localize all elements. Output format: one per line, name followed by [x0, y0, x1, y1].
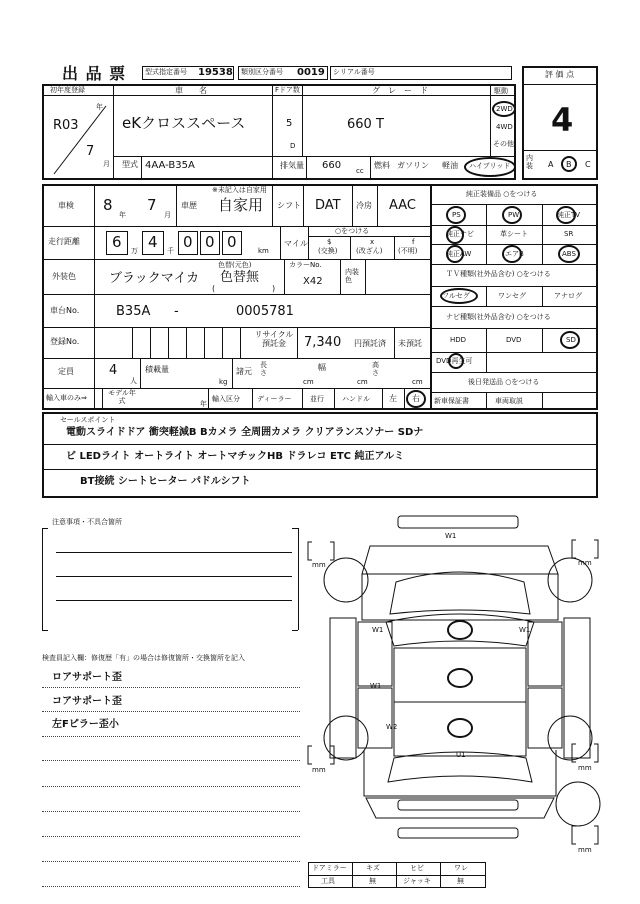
mileage-sen: 千	[167, 247, 174, 255]
teiin-nin: 人	[130, 377, 137, 385]
length-label: 長さ	[260, 361, 267, 377]
later-warranty: 新車保証書	[434, 397, 469, 405]
interior-b: B	[566, 160, 572, 169]
inspector-label: 検査員記入欄：修復歴「有」の場合は修復箇所・交換箇所を記入	[42, 654, 245, 662]
chassis-number: 0005781	[236, 304, 294, 319]
door-sub: D	[290, 142, 296, 150]
recycle-unpaid: 未預託	[398, 339, 422, 348]
shift-label: シフト	[277, 201, 301, 210]
mark-w1-hood: W1	[445, 532, 457, 540]
height-cm: cm	[412, 378, 423, 386]
shaken-label: 車検	[58, 201, 74, 210]
equip-aw: 純正AW	[446, 250, 472, 258]
import-kubun-label: 輸入区分	[212, 395, 240, 403]
interior-c: C	[585, 160, 591, 169]
month-value: 7	[86, 144, 95, 159]
mileage-km: km	[258, 247, 269, 255]
equip-aw-circle	[446, 245, 464, 263]
tv-fullseg: フルセグ	[442, 292, 470, 300]
irogae-paren-open: (	[212, 284, 216, 293]
repair-2: コアサポート歪	[52, 696, 122, 707]
model-year-label: モデル年式	[108, 389, 136, 405]
width-cm: cm	[357, 378, 368, 386]
shaken-nen: 年	[119, 211, 126, 219]
equip-ps: PS	[452, 211, 461, 219]
tv-fullseg-circle	[440, 288, 478, 304]
bottom-header-2: キズ	[366, 864, 380, 872]
mark-u1-rear: U1	[456, 751, 466, 759]
heiko-label: 並行	[310, 395, 324, 403]
jireki-value: 自家用	[218, 196, 264, 214]
import-label: 輸入車のみ⇒	[46, 394, 87, 402]
mileage-digit-2: 4	[148, 233, 158, 251]
dvd-play-circle	[448, 353, 464, 369]
naisou-color-label: 内装色	[345, 268, 359, 285]
equip-tv-circle	[556, 206, 576, 224]
right-label: 右	[412, 394, 420, 403]
chassis-dash: -	[174, 304, 179, 319]
car-damage-diagram	[300, 510, 610, 860]
teiin-value: 4	[109, 363, 118, 378]
sekisai-label: 積載量	[145, 365, 169, 374]
navi-dvd: DVD	[506, 336, 522, 344]
ruibetsu-value: 0019	[297, 67, 325, 78]
equip-sr: SR	[564, 230, 574, 238]
first-reg-slash	[48, 100, 110, 178]
later-manual: 車両取説	[495, 397, 523, 405]
teiin-label: 定員	[58, 367, 74, 376]
bottom-value-4: 無	[457, 877, 464, 885]
car-name-value: eKクロススペース	[122, 114, 246, 132]
first-reg-value: R03	[53, 118, 79, 133]
equip-abs-circle	[558, 245, 580, 263]
displacement-cc: cc	[356, 167, 364, 175]
mileage-digit-4: 0	[205, 233, 215, 251]
first-reg-label: 初年度登録	[50, 86, 85, 94]
shaken-year: 8	[103, 196, 113, 214]
fuel-label: 燃料	[374, 161, 390, 170]
tv-analog: アナログ	[554, 292, 582, 300]
irogae-label: 色替(元色)	[218, 261, 252, 269]
dealer-label: ディーラー	[257, 395, 292, 403]
mark-w1-right-front: W1	[519, 626, 531, 634]
katashiki-label: 型式指定番号	[145, 68, 187, 76]
navi-title: ナビ種類(社外品含む) ○をつける	[446, 313, 551, 321]
kudo-2wd: 2WD	[496, 105, 513, 113]
mile-label: マイル	[284, 239, 308, 248]
equip-navi-circle	[446, 226, 464, 244]
recycle-paid: 円預託済	[354, 339, 386, 348]
mm-front-left: mm	[312, 561, 326, 569]
sales-line-2: ビ LEDライト オートライト オートマチックHB ドラレコ ETC 純正アルミ	[66, 451, 405, 462]
door-label: Fドア数	[275, 86, 300, 94]
mm-rear-right: mm	[578, 764, 592, 772]
kudo-2wd-circle	[492, 101, 516, 117]
koukan-label: (交換)	[318, 247, 338, 255]
ruibetsu-label: 類別区分番号	[241, 68, 283, 76]
equip-abs: ABS	[562, 250, 576, 258]
model-year-nen: 年	[200, 400, 207, 408]
model-label: 型式	[122, 160, 138, 169]
color-no-label: カラーNo.	[289, 261, 322, 269]
left-label: 左	[389, 394, 397, 403]
navi-hdd: HDD	[450, 336, 467, 344]
bottom-value-3: ジャッキ	[403, 877, 431, 885]
score-label: 評 価 点	[545, 70, 575, 79]
bottom-header-3: ヒビ	[410, 864, 424, 872]
shaken-tsuki: 月	[164, 211, 171, 219]
serial-label: シリアル番号	[333, 68, 375, 76]
jireki-note: ※未記入は自家用	[212, 186, 267, 194]
first-reg-nen: 年	[96, 103, 103, 111]
circle-note: ○をつける	[335, 227, 370, 235]
mark-w2-left-pillar: W2	[386, 723, 398, 731]
fuel-gasoline: ガソリン	[397, 161, 429, 170]
height-label: 高さ	[372, 361, 379, 377]
caution-title: 注意事項・不具合箇所	[52, 518, 122, 526]
bottom-header-1: ドアミラー	[312, 864, 347, 872]
koukan-sym: $	[327, 238, 332, 246]
grade-label: グ レ ー ド	[372, 86, 428, 95]
recycle-value: 7,340	[304, 335, 342, 350]
displacement-label: 排気量	[280, 161, 304, 170]
mileage-man: 万	[131, 247, 138, 255]
katashiki-value: 19538	[198, 67, 233, 78]
kudo-other: その他	[493, 140, 514, 148]
bottom-value-2: 無	[369, 877, 376, 885]
equip-airbag-circle	[502, 245, 522, 263]
repair-1: ロアサポート歪	[52, 672, 122, 683]
fuel-diesel: 軽油	[442, 161, 458, 170]
tv-oneseg: ワンセグ	[498, 292, 526, 300]
sales-line-1: 電動スライドドア 衝突軽減B Bカメラ 全周囲カメラ クリアランスソナー SDナ	[66, 427, 424, 438]
ac-value: AAC	[389, 198, 416, 213]
fuel-hybrid-circle	[464, 157, 516, 177]
sales-line-3: BT接続 シートヒーター パドルシフト	[80, 476, 251, 487]
right-circle	[406, 390, 426, 408]
kaizan-label: (改ざん)	[356, 247, 383, 255]
mileage-label: 走行距離	[48, 237, 80, 246]
sales-title: セールスポイント	[60, 416, 116, 424]
score-value: 4	[551, 101, 574, 139]
mm-rear-left: mm	[312, 766, 326, 774]
form-title: 出 品 票	[62, 64, 127, 83]
repair-3: 左Fピラー歪小	[52, 719, 119, 730]
ac-label: 冷房	[356, 201, 372, 210]
fuel-hybrid: ハイブリッド	[469, 162, 511, 170]
recycle-label: リサイクル預託金	[254, 330, 294, 348]
bottom-value-1: 工具	[321, 877, 335, 885]
touroku-label: 登録No.	[50, 337, 80, 346]
jireki-label: 車歴	[181, 201, 197, 210]
chassis-prefix: B35A	[116, 304, 151, 319]
tv-title: ＴＶ種類(社外品含む) ○をつける	[446, 270, 551, 278]
shaken-month: 7	[147, 196, 157, 214]
equip-title: 純正装備品 ○をつける	[466, 190, 538, 198]
later-title: 後日発送品 ○をつける	[468, 378, 540, 386]
model-value: 4AA-B35A	[145, 160, 195, 171]
displacement-value: 660	[322, 160, 342, 171]
color-no-value: X42	[303, 276, 323, 287]
mm-spare: mm	[578, 846, 592, 854]
sekisai-kg: kg	[219, 378, 228, 386]
shift-value: DAT	[315, 198, 341, 213]
length-cm: cm	[303, 378, 314, 386]
bottom-header-4: ワレ	[454, 864, 468, 872]
first-reg-tsuki: 月	[103, 160, 110, 168]
equip-pw: PW	[508, 211, 520, 219]
equip-leather: 革シート	[500, 230, 528, 238]
equip-ps-circle	[446, 206, 466, 224]
interior-label: 内装	[526, 154, 533, 170]
chassis-label: 車台No.	[50, 306, 80, 315]
equip-tv: 純正TV	[557, 211, 581, 219]
interior-a: A	[548, 160, 554, 169]
mm-front-right: mm	[578, 559, 592, 567]
color-value: ブラックマイカ	[109, 271, 200, 286]
sunpo-label: 諸元	[236, 367, 252, 376]
mark-w1-left-rear: W1	[370, 682, 382, 690]
color-label: 外装色	[52, 272, 76, 281]
fumei-sym: f	[412, 238, 415, 246]
interior-b-circle	[561, 156, 577, 172]
mileage-digit-3: 0	[183, 233, 193, 251]
mileage-digit-5: 0	[227, 233, 237, 251]
irogae-value: 色替無	[220, 270, 260, 285]
kudo-label: 駆動	[494, 87, 508, 95]
equip-airbag: エアB	[505, 250, 524, 258]
mark-w1-left-front: W1	[372, 626, 384, 634]
car-name-label: 車 名	[175, 86, 207, 95]
equip-pw-circle	[502, 206, 522, 224]
irogae-paren-close: )	[272, 284, 276, 293]
door-value: 5	[286, 118, 293, 129]
equip-navi: 純正ナビ	[446, 230, 474, 238]
kudo-4wd: 4WD	[496, 123, 513, 131]
handle-label: ハンドル	[342, 395, 370, 403]
navi-sd: SD	[566, 336, 576, 344]
grade-value: 660 T	[347, 117, 384, 132]
dvd-play: DVD再生可	[436, 357, 473, 365]
kaizan-sym: x	[370, 238, 375, 246]
width-label: 幅	[318, 363, 326, 372]
mileage-digit-1: 6	[112, 233, 122, 251]
navi-sd-circle	[560, 331, 580, 349]
fumei-label: (不明)	[398, 247, 418, 255]
